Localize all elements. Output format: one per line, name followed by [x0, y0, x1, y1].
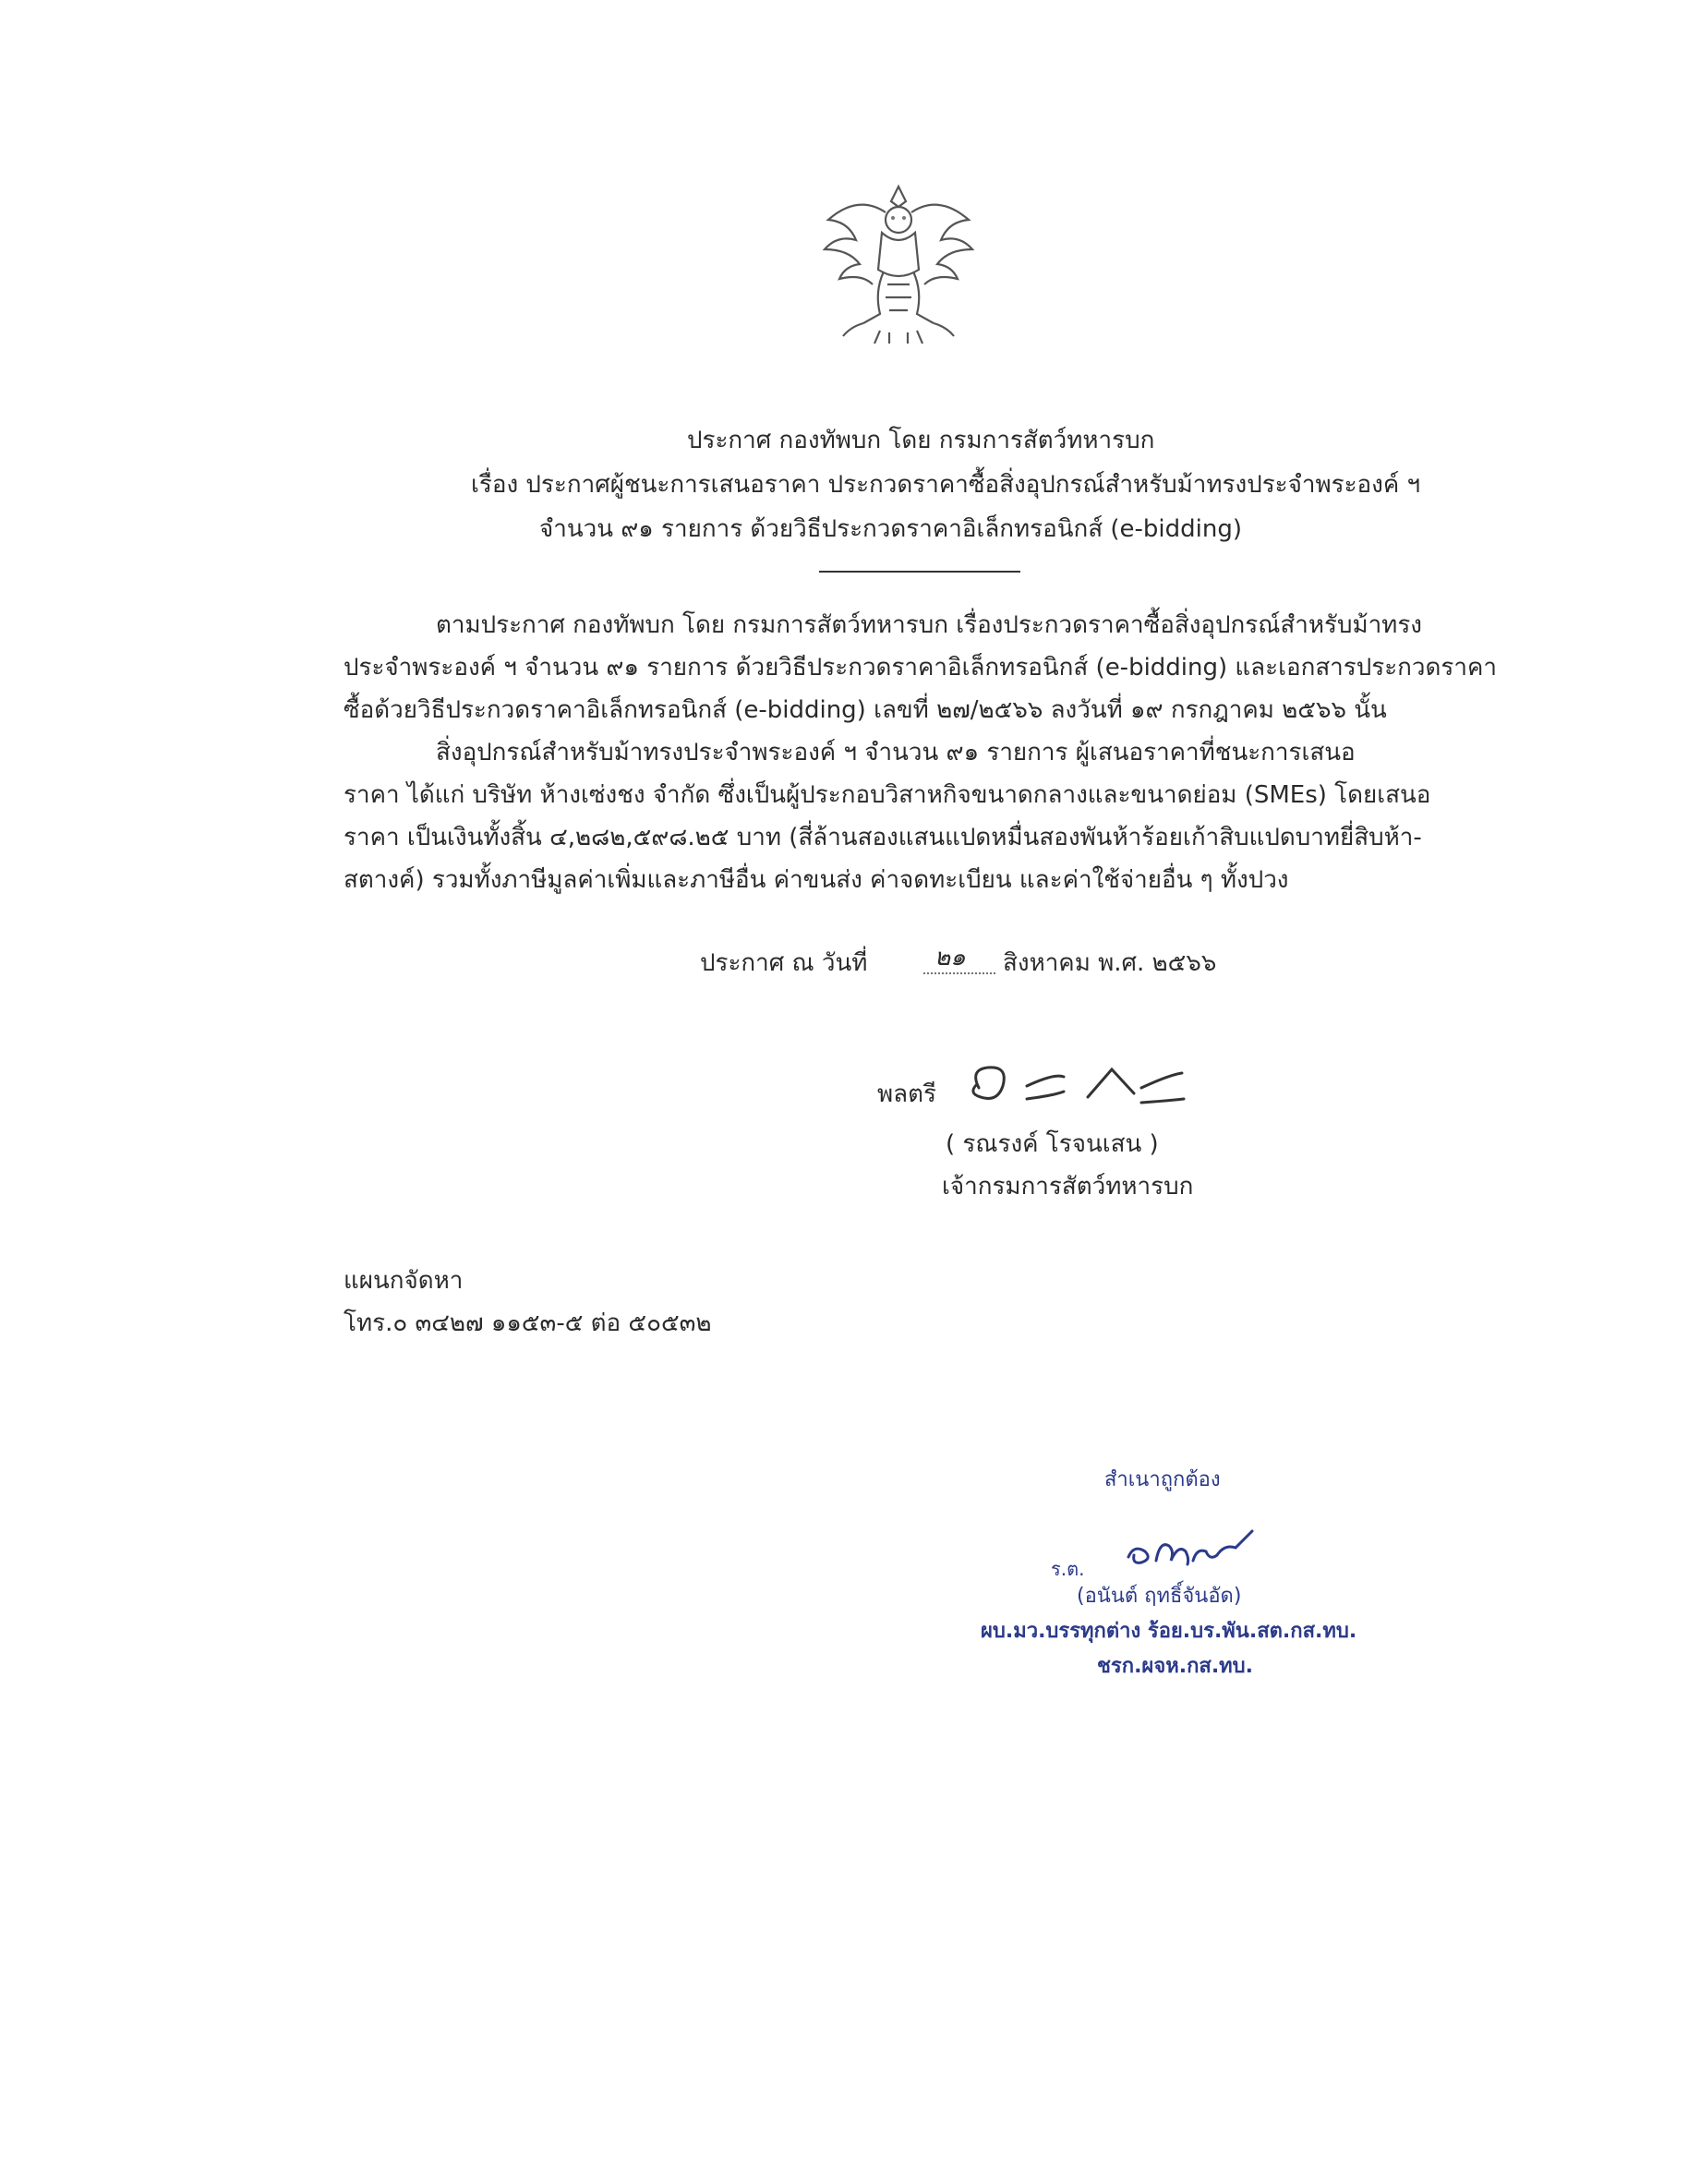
contact-phone: โทร.๐ ๓๔๒๗ ๑๑๕๓-๕ ต่อ ๕๐๕๓๒	[344, 1309, 712, 1337]
signatory-position: เจ้ากรมการสัตว์ทหารบก	[942, 1173, 1194, 1201]
day-underline	[923, 968, 995, 979]
body-line-2: ประจำพระองค์ ฯ จำนวน ๙๑ รายการ ด้วยวิธีประกวดราคาอิเล็กทรอนิกส์ (e-bidding) และเอกสารประกวดราคา	[344, 654, 1497, 682]
dateline-day: ๒๑	[934, 944, 966, 971]
signatory-rank: พลตรี	[877, 1080, 936, 1108]
director-signature	[960, 1051, 1200, 1116]
body-line-5: ราคา ได้แก่ บริษัท ห้างเซ่งชง จำกัด ซึ่งเป็นผู้ประกอบวิสาหกิจขนาดกลางและขนาดย่อม (SMEs) โดยเสนอ	[344, 781, 1431, 809]
body-line-1: ตามประกาศ กองทัพบก โดย กรมการสัตว์ทหารบก เรื่องประกวดราคาซื้อสิ่งอุปกรณ์สำหรับม้าทรง	[436, 611, 1422, 639]
certifier-name: (อนันต์ ฤทธิ์จันอัด)	[1077, 1585, 1242, 1608]
certifier-position-1: ผบ.มว.บรรทุกต่าง ร้อย.บร.พัน.สต.กส.ทบ.	[981, 1620, 1357, 1643]
dateline-prefix: ประกาศ ณ วันที่	[700, 949, 868, 977]
signatory-name: ( รณรงค์ โรจนเสน )	[946, 1130, 1159, 1158]
subject-line-1: เรื่อง ประกาศผู้ชนะการเสนอราคา ประกวดราคาซื้อสิ่งอุปกรณ์สำหรับม้าทรงประจำพระองค์ ฯ	[471, 471, 1421, 499]
certifier-position-2: ชรก.ผจห.กส.ทบ.	[1097, 1655, 1253, 1678]
garuda-emblem	[806, 175, 991, 360]
issuer-line: ประกาศ กองทัพบก โดย กรมการสัตว์ทหารบก	[687, 427, 1155, 454]
body-line-6: ราคา เป็นเงินทั้งสิ้น ๔,๒๘๒,๕๙๘.๒๕ บาท (สี่ล้านสองแสนแปดหมื่นสองพันห้าร้อยเก้าสิบแปดบาทยี่สิบห้า-	[344, 824, 1422, 851]
body-line-7: สตางค์) รวมทั้งภาษีมูลค่าเพิ่มและภาษีอื่น ค่าขนส่ง ค่าจดทะเบียน และค่าใช้จ่ายอื่น ๆ ทั้งปวง	[344, 866, 1289, 894]
body-line-4: สิ่งอุปกรณ์สำหรับม้าทรงประจำพระองค์ ฯ จำนวน ๙๑ รายการ ผู้เสนอราคาที่ชนะการเสนอ	[436, 739, 1356, 766]
header-divider	[819, 571, 1020, 573]
subject-line-2: จำนวน ๙๑ รายการ ด้วยวิธีประกวดราคาอิเล็กทรอนิกส์ (e-bidding)	[539, 515, 1242, 543]
body-line-3: ซื้อด้วยวิธีประกวดราคาอิเล็กทรอนิกส์ (e-bidding) เลขที่ ๒๗/๒๕๖๖ ลงวันที่ ๑๙ กรกฎาคม ๒๕๖๖ นั้น	[344, 696, 1387, 724]
certified-copy-label: สำเนาถูกต้อง	[1104, 1468, 1221, 1491]
contact-department: แผนกจัดหา	[344, 1267, 464, 1295]
certifier-rank: ร.ต.	[1051, 1558, 1085, 1580]
certifier-signature	[1119, 1524, 1258, 1575]
dateline-rest: สิงหาคม พ.ศ. ๒๕๖๖	[1003, 949, 1217, 977]
